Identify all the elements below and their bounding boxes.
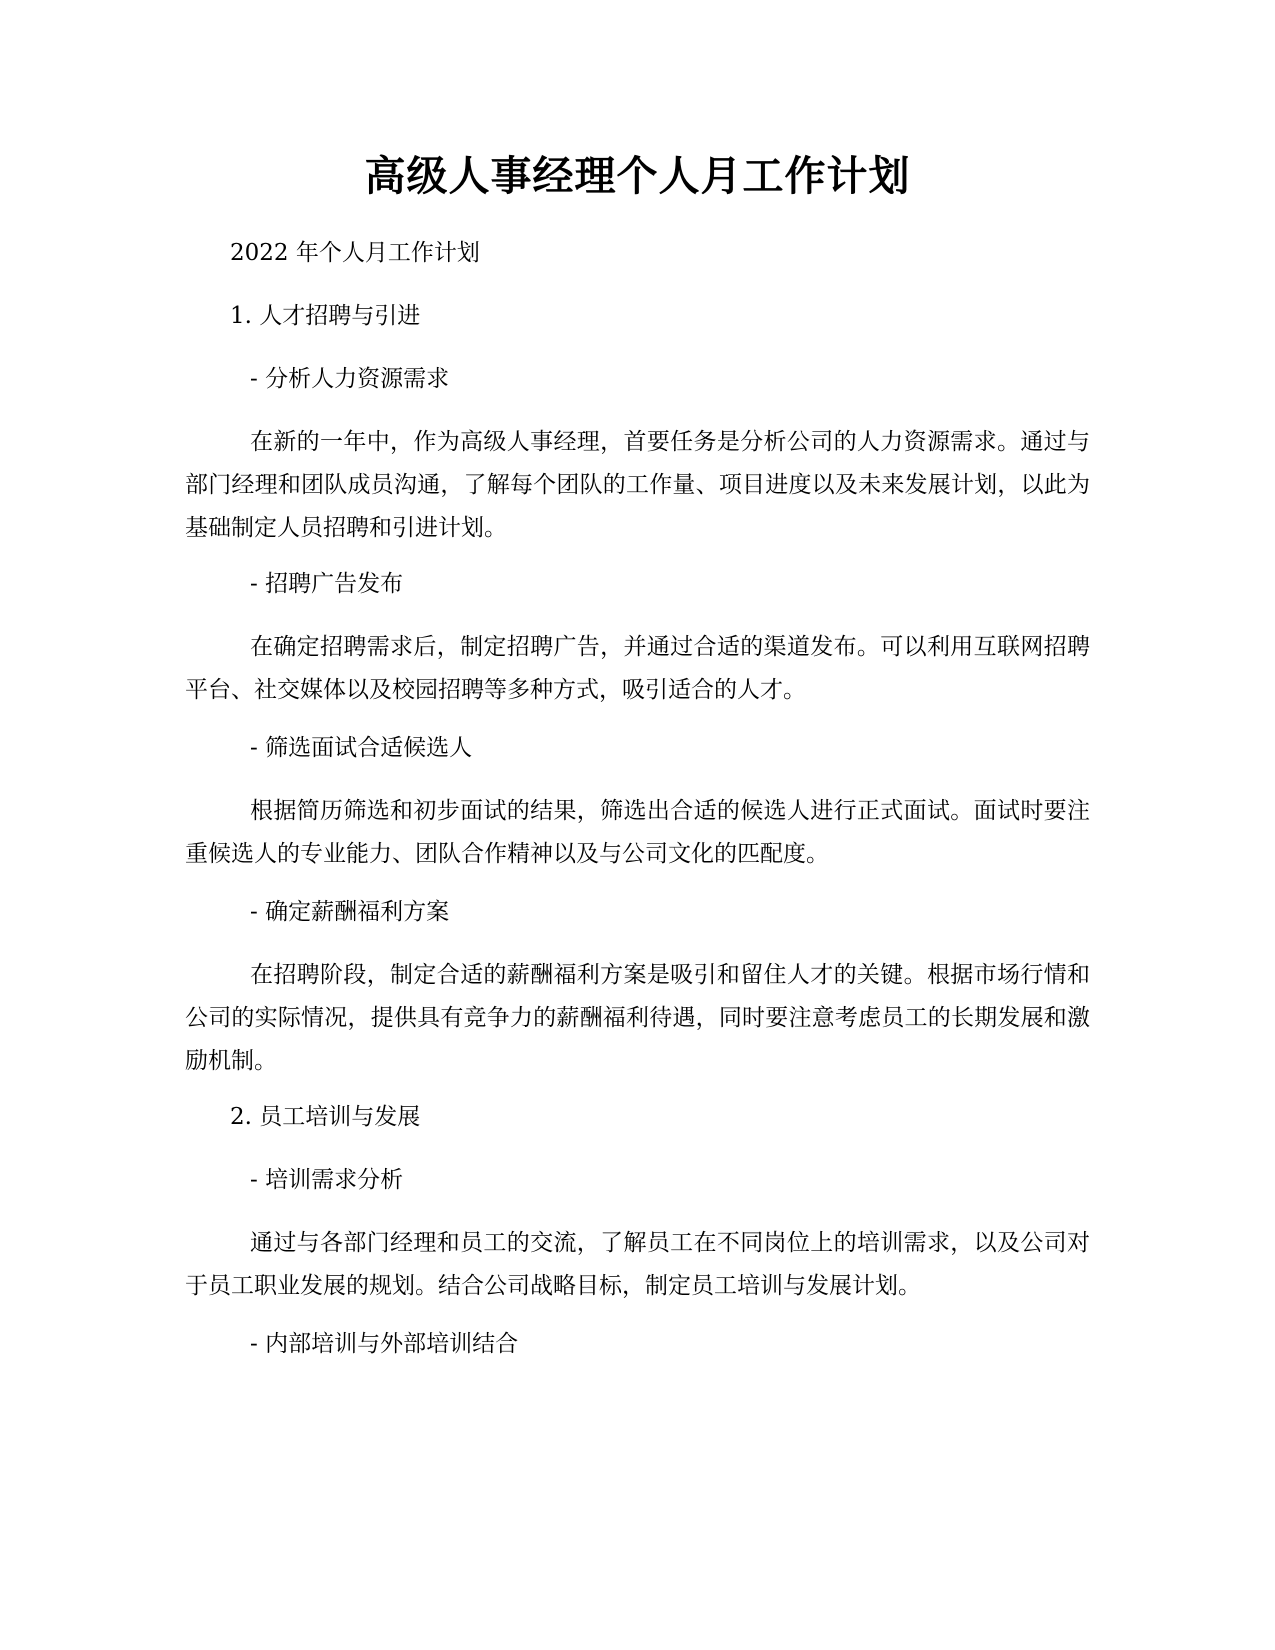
section-1-bullet-3: - 筛选面试合适候选人 bbox=[250, 735, 473, 761]
section-2-bullet-1: - 培训需求分析 bbox=[250, 1167, 404, 1193]
section-1-paragraph-4: 在招聘阶段，制定合适的薪酬福利方案是吸引和留住人才的关键。根据市场行情和公司的实际情况，提供具有竞争力的薪酬福利待遇，同时要注意考虑员工的长期发展和激励机制。 bbox=[185, 962, 1090, 1074]
section-1-paragraph-1: 在新的一年中，作为高级人事经理，首要任务是分析公司的人力资源需求。通过与部门经理和团队成员沟通，了解每个团队的工作量、项目进度以及未来发展计划，以此为基础制定人员招聘和引进计划。 bbox=[185, 429, 1090, 541]
section-1-bullet-4: - 确定薪酬福利方案 bbox=[250, 899, 450, 925]
section-1-paragraph-3: 根据简历筛选和初步面试的结果，筛选出合适的候选人进行正式面试。面试时要注重候选人的专业能力、团队合作精神以及与公司文化的匹配度。 bbox=[185, 798, 1090, 867]
section-2-paragraph-1: 通过与各部门经理和员工的交流，了解员工在不同岗位上的培训需求，以及公司对于员工职业发展的规划。结合公司战略目标，制定员工培训与发展计划。 bbox=[185, 1230, 1090, 1299]
section-1-bullet-1: - 分析人力资源需求 bbox=[250, 366, 450, 392]
section-2-heading: 2. 员工培训与发展 bbox=[230, 1104, 421, 1130]
plan-subtitle: 2022 年个人月工作计划 bbox=[230, 240, 480, 266]
section-1-bullet-2: - 招聘广告发布 bbox=[250, 571, 404, 597]
section-1-heading: 1. 人才招聘与引进 bbox=[230, 303, 421, 329]
section-2-bullet-2: - 内部培训与外部培训结合 bbox=[250, 1331, 519, 1357]
document-title: 高级人事经理个人月工作计划 bbox=[364, 152, 911, 200]
section-1-paragraph-2: 在确定招聘需求后，制定招聘广告，并通过合适的渠道发布。可以利用互联网招聘平台、社交媒体以及校园招聘等多种方式，吸引适合的人才。 bbox=[185, 634, 1090, 703]
